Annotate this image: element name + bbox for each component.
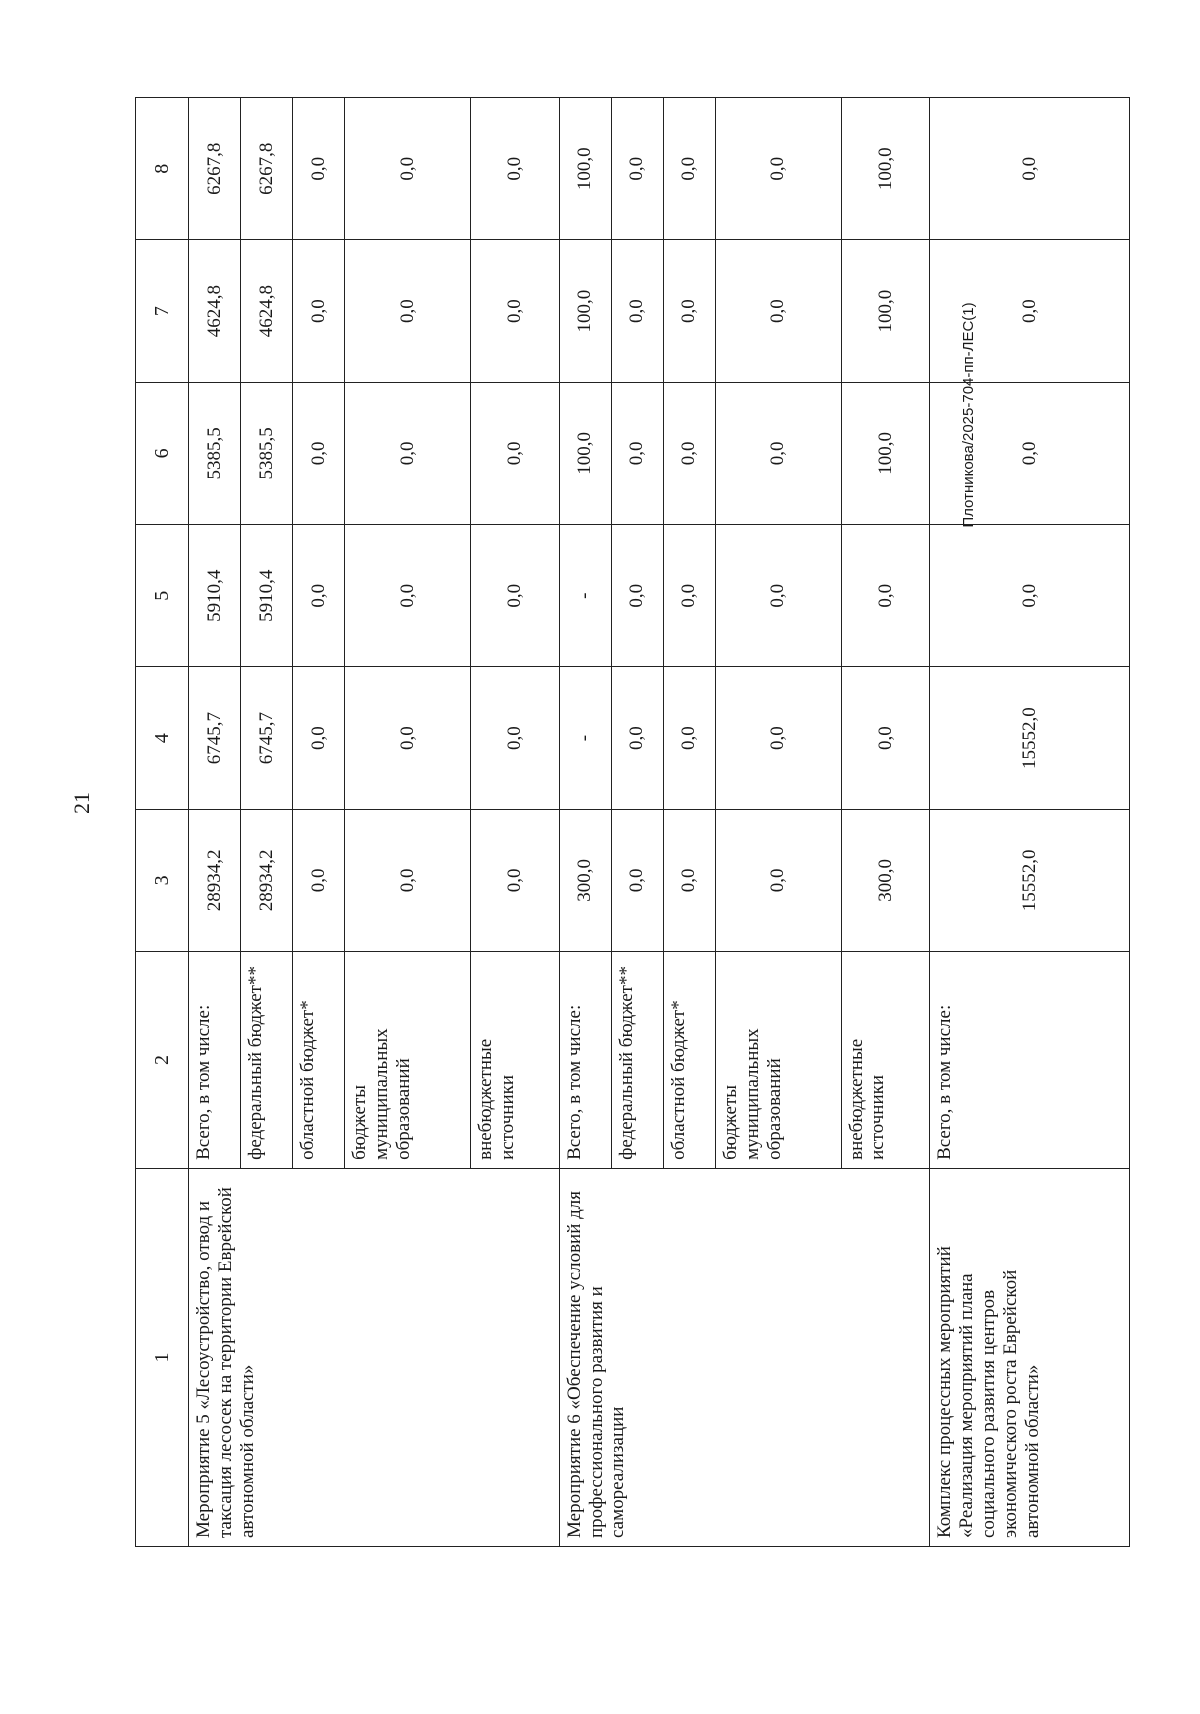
amount-cell: 0,0 xyxy=(293,809,345,951)
amount-cell: 0,0 xyxy=(663,809,715,951)
amount-cell: 0,0 xyxy=(611,98,663,240)
funding-source: внебюджетные источники xyxy=(841,952,930,1169)
header-cell: 8 xyxy=(136,98,189,240)
amount-cell: 100,0 xyxy=(559,382,611,524)
amount-cell: 0,0 xyxy=(930,98,1130,240)
amount-cell: 28934,2 xyxy=(189,809,241,951)
amount-cell: - xyxy=(559,667,611,809)
measure-name: Комплекс процессных мероприятий «Реализация мероприятий плана социального развития центров экономического роста Еврейской автономной области» xyxy=(930,1168,1130,1546)
amount-cell: 6745,7 xyxy=(189,667,241,809)
amount-cell: 0,0 xyxy=(715,667,841,809)
amount-cell: 0,0 xyxy=(611,809,663,951)
header-cell: 7 xyxy=(136,240,189,382)
header-cell: 1 xyxy=(136,1168,189,1546)
amount-cell: 0,0 xyxy=(470,667,559,809)
document-code: Плотникова/2025-704-пп-ЛЕС(1) xyxy=(960,302,977,528)
amount-cell: 100,0 xyxy=(841,382,930,524)
amount-cell: 0,0 xyxy=(345,382,471,524)
amount-cell: 5385,5 xyxy=(189,382,241,524)
amount-cell: 300,0 xyxy=(559,809,611,951)
amount-cell: 0,0 xyxy=(470,240,559,382)
header-row xyxy=(136,98,189,1547)
amount-cell: 0,0 xyxy=(715,240,841,382)
amount-cell: 300,0 xyxy=(841,809,930,951)
table-row xyxy=(559,98,611,1547)
amount-cell: 0,0 xyxy=(470,809,559,951)
amount-cell: 0,0 xyxy=(293,525,345,667)
budget-table xyxy=(135,97,1130,1547)
amount-cell: 0,0 xyxy=(930,240,1130,382)
amount-cell: 0,0 xyxy=(470,525,559,667)
header-cell: 4 xyxy=(136,667,189,809)
funding-source: Всего, в том числе: xyxy=(559,952,611,1169)
header-cell: 6 xyxy=(136,382,189,524)
amount-cell: 6267,8 xyxy=(241,98,293,240)
amount-cell: 5385,5 xyxy=(241,382,293,524)
amount-cell: 5910,4 xyxy=(189,525,241,667)
header-cell: 3 xyxy=(136,809,189,951)
amount-cell: 0,0 xyxy=(663,240,715,382)
amount-cell: 100,0 xyxy=(841,98,930,240)
funding-source: внебюджетные источники xyxy=(470,952,559,1169)
amount-cell: 0,0 xyxy=(841,667,930,809)
amount-cell: 4624,8 xyxy=(189,240,241,382)
amount-cell: 0,0 xyxy=(345,525,471,667)
amount-cell: 0,0 xyxy=(930,382,1130,524)
funding-source: федеральный бюджет** xyxy=(611,952,663,1169)
amount-cell: 0,0 xyxy=(611,667,663,809)
amount-cell: 6745,7 xyxy=(241,667,293,809)
amount-cell: 0,0 xyxy=(663,667,715,809)
amount-cell: 100,0 xyxy=(559,240,611,382)
table-row xyxy=(189,98,241,1547)
amount-cell: 15552,0 xyxy=(930,667,1130,809)
amount-cell: 0,0 xyxy=(715,809,841,951)
amount-cell: 0,0 xyxy=(663,98,715,240)
amount-cell: 0,0 xyxy=(715,382,841,524)
table-container xyxy=(135,97,1130,1547)
amount-cell: 0,0 xyxy=(841,525,930,667)
amount-cell: 0,0 xyxy=(345,240,471,382)
page-number: 21 xyxy=(69,792,94,814)
amount-cell: 5910,4 xyxy=(241,525,293,667)
amount-cell: 6267,8 xyxy=(189,98,241,240)
amount-cell: 0,0 xyxy=(930,525,1130,667)
amount-cell: 4624,8 xyxy=(241,240,293,382)
amount-cell: 0,0 xyxy=(293,98,345,240)
amount-cell: 0,0 xyxy=(611,525,663,667)
header-cell: 2 xyxy=(136,952,189,1169)
amount-cell: 0,0 xyxy=(345,98,471,240)
amount-cell: 0,0 xyxy=(470,98,559,240)
amount-cell: 100,0 xyxy=(559,98,611,240)
amount-cell: 0,0 xyxy=(345,809,471,951)
funding-source: бюджеты муниципальных образований xyxy=(715,952,841,1169)
funding-source: Всего, в том числе: xyxy=(930,952,1130,1169)
amount-cell: - xyxy=(559,525,611,667)
amount-cell: 0,0 xyxy=(293,240,345,382)
measure-name: Мероприятие 6 «Обеспечение условий для профессионального развития и самореализации xyxy=(559,1168,930,1546)
amount-cell: 0,0 xyxy=(715,525,841,667)
funding-source: Всего, в том числе: xyxy=(189,952,241,1169)
amount-cell: 0,0 xyxy=(345,667,471,809)
funding-source: областной бюджет* xyxy=(293,952,345,1169)
amount-cell: 15552,0 xyxy=(930,809,1130,951)
funding-source: федеральный бюджет** xyxy=(241,952,293,1169)
amount-cell: 0,0 xyxy=(470,382,559,524)
table-body xyxy=(136,98,1130,1547)
amount-cell: 0,0 xyxy=(611,240,663,382)
amount-cell: 100,0 xyxy=(841,240,930,382)
amount-cell: 0,0 xyxy=(611,382,663,524)
amount-cell: 28934,2 xyxy=(241,809,293,951)
funding-source: бюджеты муниципальных образований xyxy=(345,952,471,1169)
amount-cell: 0,0 xyxy=(663,525,715,667)
funding-source: областной бюджет* xyxy=(663,952,715,1169)
amount-cell: 0,0 xyxy=(715,98,841,240)
header-cell: 5 xyxy=(136,525,189,667)
amount-cell: 0,0 xyxy=(293,667,345,809)
amount-cell: 0,0 xyxy=(293,382,345,524)
measure-name: Мероприятие 5 «Лесоустройство, отвод и таксация лесосек на территории Еврейской автономной области» xyxy=(189,1168,560,1546)
amount-cell: 0,0 xyxy=(663,382,715,524)
